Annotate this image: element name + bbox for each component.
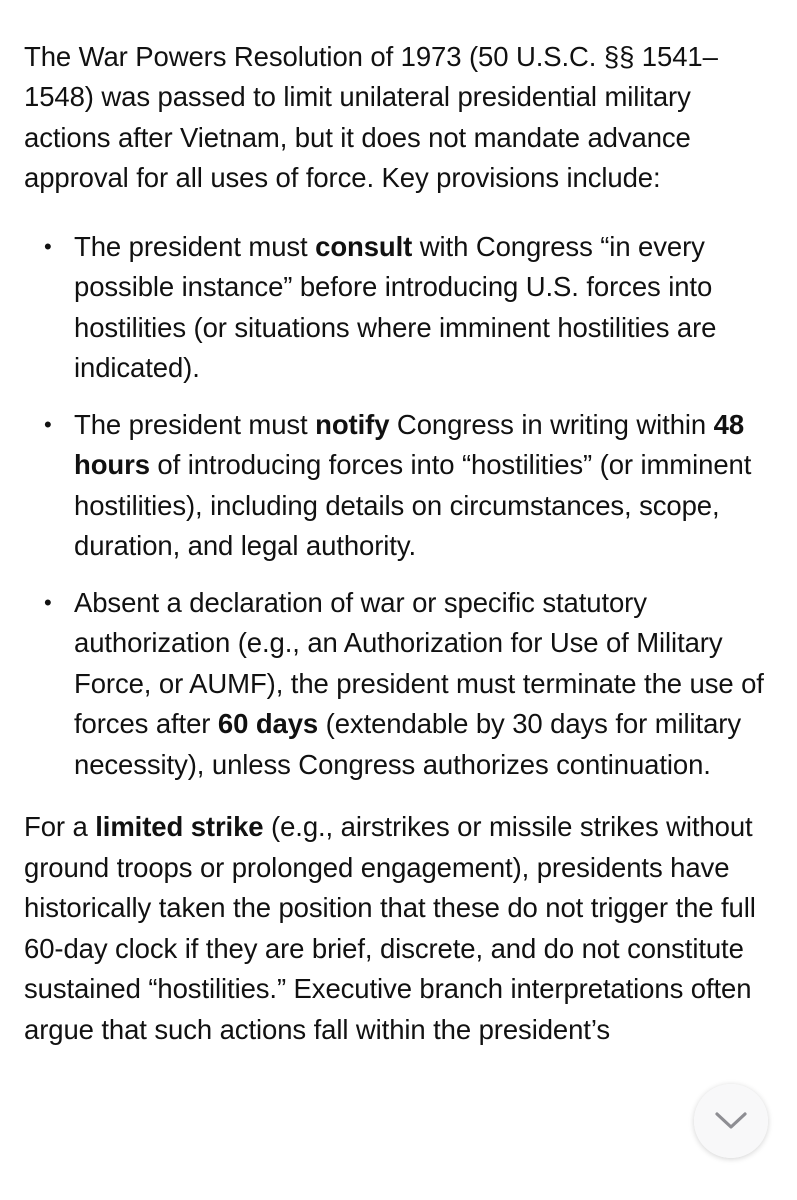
provision-bold: consult — [315, 230, 413, 262]
provision-text: Congress in writing within — [389, 408, 714, 440]
intro-text: The War Powers Resolution of 1973 (50 U.S.C. §§ 1541–1548) was passed to limit unilateral presidential military actions after Vietnam, but it does not mandate advance approval for all uses of force. Key provisions include: — [24, 40, 718, 193]
strike-text: (e.g., airstrikes or missile strikes without ground troops or prolonged engagement), presidents have historically taken the position that these do not trigger the full 60-day clock if they are brief, discrete, and do not constitute sustained “hostilities.” Executive branch interpretations often argue that such actions fall within the president’s — [24, 811, 756, 1045]
chevron-down-icon — [714, 1111, 748, 1131]
provision-text: (extendable by 30 days for military necessity), unless Congress authorizes continuation. — [74, 708, 741, 780]
provision-text: of introducing forces into “hostilities” (or imminent hostilities), including details on circumstances, scope, duration, and legal authority. — [74, 449, 752, 561]
strike-text: For a — [24, 811, 96, 842]
bullet-icon: • — [44, 411, 52, 437]
strike-bold: limited strike — [95, 811, 264, 842]
scroll-to-bottom-button[interactable] — [694, 1084, 768, 1158]
provision-text: with Congress “in every possible instance” before introducing U.S. forces into hostilities (or situations where imminent hostilities are indicated). — [74, 230, 717, 383]
partial-line-top — [24, 0, 773, 29]
limited-strike-paragraph — [24, 807, 773, 1050]
bullet-icon: • — [44, 233, 52, 259]
provision-text: The president must — [74, 230, 316, 262]
list-item — [24, 583, 773, 786]
provisions-list — [24, 227, 773, 786]
intro-paragraph — [24, 37, 773, 199]
list-item — [24, 227, 773, 389]
provision-text: Absent a declaration of war or specific statutory authorization (e.g., an Authorization for Use of Military Force, or AUMF), the president must terminate the use of forces after — [74, 586, 764, 739]
provision-text: The president must — [74, 408, 316, 440]
provision-bold: notify — [315, 408, 390, 440]
list-item — [24, 405, 773, 567]
provision-bold: 60 days — [217, 708, 319, 739]
provision-bold: 48 hours — [74, 408, 745, 480]
partial-top-text — [24, 0, 773, 5]
bullet-icon: • — [44, 589, 52, 615]
